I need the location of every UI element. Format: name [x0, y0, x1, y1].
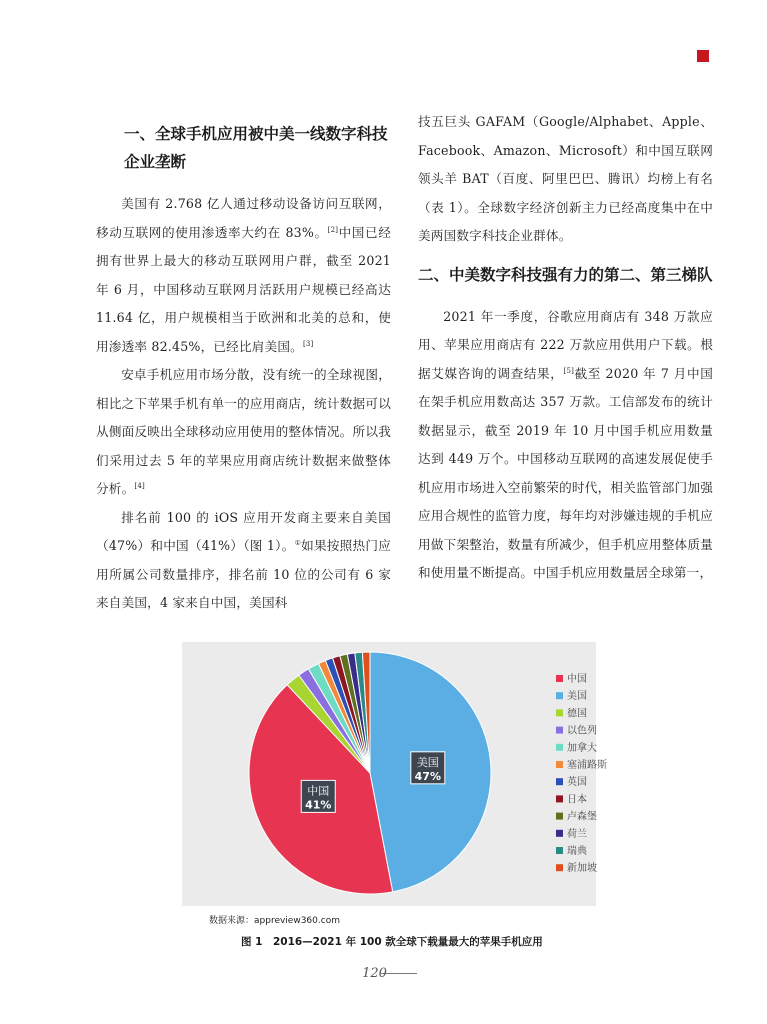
legend-label: 新加坡 — [567, 863, 597, 875]
legend-label: 塞浦路斯 — [567, 760, 607, 771]
figure-caption: 图 1 2016—2021 年 100 款全球下载量最大的苹果手机应用 — [241, 936, 543, 948]
right-column — [418, 108, 713, 588]
legend-swatch — [556, 830, 563, 837]
legend-label: 德国 — [567, 708, 587, 720]
svg-text:美国: 美国 — [416, 755, 439, 769]
page-number: 120 — [0, 966, 767, 981]
paragraph-continued: 技五巨头 GAFAM（Google/Alphabet、Apple、Facebook、Amazon、Microsoft）和中国互联网领头羊 BAT（百度、阿里巴巴、腾讯）均榜上有名（表 1）。全球数字经济创新主力已经高度集中在中美两国数字科技企业群体。 — [418, 114, 713, 243]
legend-label: 日本 — [567, 794, 587, 806]
legend-label: 瑞典 — [567, 846, 587, 857]
legend-swatch — [556, 761, 563, 768]
legend-swatch — [556, 744, 563, 751]
svg-text:41%: 41% — [305, 798, 332, 812]
paragraph: 2021 年一季度，谷歌应用商店有 348 万款应用、苹果应用商店有 222 万款应用供用户下载。根据艾媒咨询的调查结果，[5]截至 2020 年 7 月中国在架手机应用数高达 357 万款。工信部发布的统计数据显示，截至 2019 年 10 月中国手机应用数量达到 449 万个。中国移动互联网的高速发展促使手机应用市场进入空前繁荣的时代，相关监管部门加强应用合规性的监管力度，每年均对涉嫌违规的手机应用做下架整治，数量有所减少，但手机应用整体质量和使用量不断提高。中国手机应用数量居全球第一， — [418, 308, 714, 580]
legend-label: 英国 — [567, 777, 587, 789]
svg-text:47%: 47% — [414, 769, 441, 783]
reference-mark: [2] — [327, 225, 339, 234]
legend-label: 加拿大 — [567, 742, 597, 754]
legend-swatch — [556, 795, 563, 802]
paragraph: 美国有 2.768 亿人通过移动设备访问互联网，移动互联网的使用渗透率大约在 83%。[2]中国已经拥有世界上最大的移动互联网用户群，截至 2021 年 6 月，中国移动互联网月活跃用户规模已经高达 11.64 亿，用户规模相当于欧洲和北美的总和，使用渗透率 82.45%，已经比肩美国。[3] — [96, 196, 391, 354]
pie-chart — [182, 642, 607, 906]
pie-data-label — [411, 752, 445, 784]
legend-swatch — [556, 727, 563, 734]
svg-text:中国: 中国 — [307, 784, 330, 798]
section-heading-2: 二、中美数字科技强有力的第二、第三梯队 — [418, 265, 713, 284]
section-heading-1: 一、全球手机应用被中美一线数字科技企业垄断 — [124, 125, 388, 171]
reference-mark: [4] — [134, 481, 145, 490]
legend-swatch — [556, 778, 563, 785]
legend-swatch — [556, 675, 563, 682]
legend-label: 卢森堡 — [567, 811, 597, 823]
left-column — [96, 108, 391, 618]
paragraph: 安卓手机应用市场分散，没有统一的全球视图，相比之下苹果手机有单一的应用商店，统计数据可以从侧面反映出全球移动应用使用的整体情况。所以我们采用过去 5 年的苹果应用商店统计数据来做整体分析。[4] — [96, 367, 391, 496]
legend-label: 荷兰 — [567, 828, 587, 840]
figure-pie-chart — [182, 642, 607, 906]
legend-swatch — [556, 847, 563, 854]
footnote-mark: ① — [294, 538, 302, 547]
legend-label: 中国 — [567, 674, 587, 685]
legend-label: 以色列 — [567, 725, 597, 737]
legend-swatch — [556, 709, 563, 716]
figure-source: 数据来源：appreview360.com — [209, 916, 340, 926]
legend-swatch — [556, 692, 563, 699]
corner-marker — [697, 50, 709, 62]
paragraph: 排名前 100 的 iOS 应用开发商主要来自美国（47%）和中国（41%）（图 1）。①如果按照热门应用所属公司数量排序，排名前 10 位的公司有 6 家来自美国，4 家来自中国，美国科 — [96, 509, 391, 610]
pie-data-label — [301, 780, 335, 812]
reference-mark: [5] — [563, 366, 575, 375]
reference-mark: [3] — [302, 339, 314, 348]
legend-swatch — [556, 864, 563, 871]
legend-swatch — [556, 813, 563, 820]
legend-label: 美国 — [567, 691, 587, 703]
